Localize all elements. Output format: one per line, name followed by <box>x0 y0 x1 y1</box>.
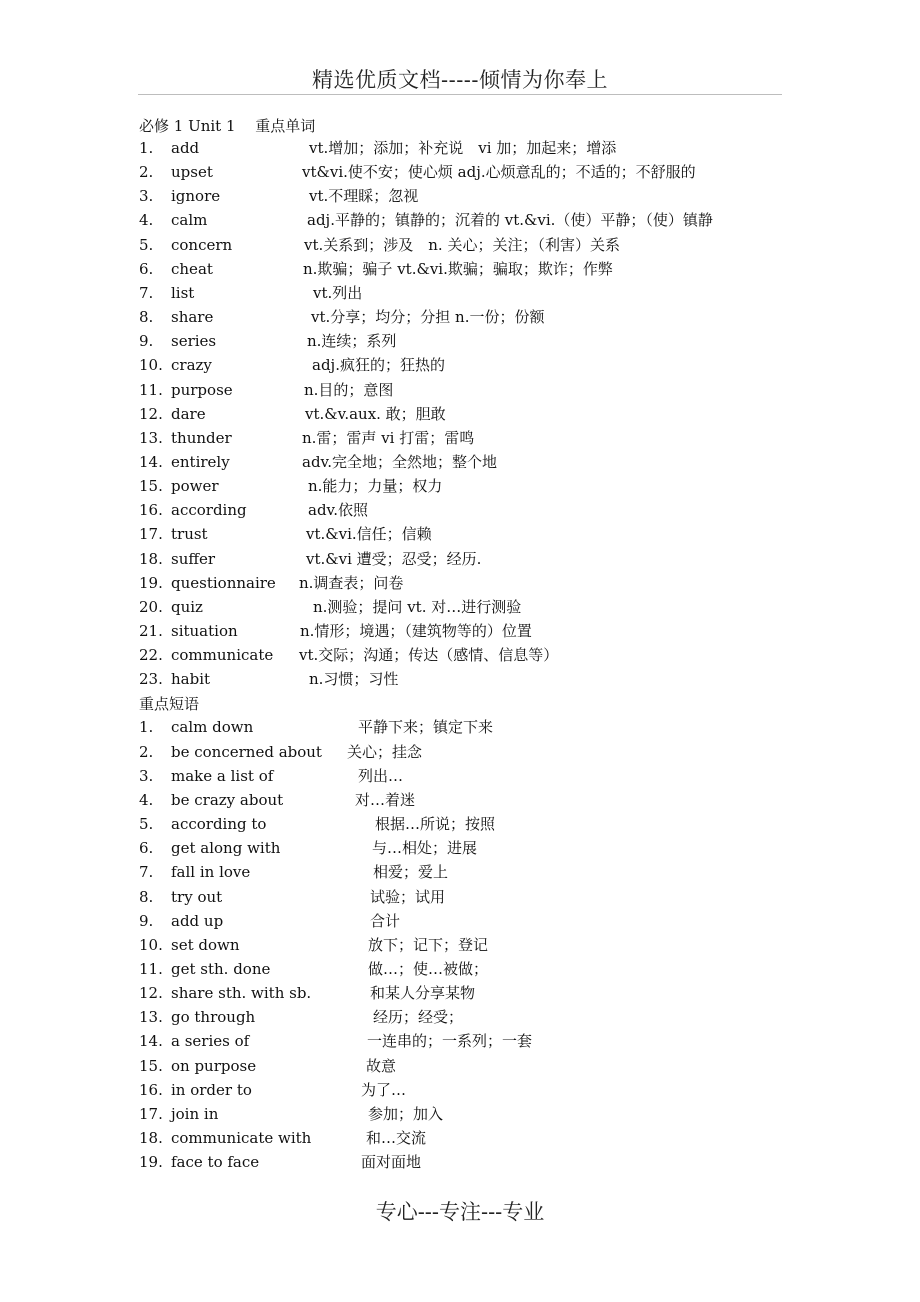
word-row <box>139 378 839 402</box>
word-term: purpose <box>171 380 233 399</box>
phrase-number: 17. <box>139 1104 163 1123</box>
word-number: 7. <box>139 283 154 302</box>
phrase-term: join in <box>171 1104 219 1123</box>
phrase-term: make a list of <box>171 766 274 785</box>
phrase-row <box>139 885 839 909</box>
word-term: list <box>171 283 195 302</box>
phrase-row <box>139 764 839 788</box>
phrase-meaning: 和某人分享某物 <box>370 984 476 1003</box>
phrase-meaning: 试验；试用 <box>370 887 446 906</box>
word-term: ignore <box>171 187 221 206</box>
word-meaning: n.测验；提问 vt. 对…进行测验 <box>313 597 522 616</box>
phrase-number: 19. <box>139 1153 163 1172</box>
word-meaning: vt.交际；沟通；传达（感情、信息等） <box>299 646 559 665</box>
word-number: 6. <box>139 259 154 278</box>
word-meaning: vt.&vi.信任；信赖 <box>306 525 432 544</box>
phrase-meaning: 关心；挂念 <box>347 742 423 761</box>
word-meaning: vt.列出 <box>313 283 363 302</box>
phrase-row <box>139 836 839 860</box>
phrase-term: on purpose <box>171 1056 257 1075</box>
header-divider <box>138 94 782 95</box>
word-term: according <box>171 501 247 520</box>
word-meaning: n.雷；雷声 vi 打雷；雷鸣 <box>302 428 475 447</box>
word-term: communicate <box>171 646 274 665</box>
word-number: 19. <box>139 573 163 592</box>
phrase-term: communicate with <box>171 1129 312 1147</box>
word-meaning: n.欺骗；骗子 vt.&vi.欺骗；骗取；欺诈；作弊 <box>303 259 613 278</box>
word-number: 5. <box>139 235 154 254</box>
phrase-number: 16. <box>139 1080 163 1099</box>
phrase-number: 18. <box>139 1129 163 1147</box>
word-meaning: adj.疯狂的；狂热的 <box>312 356 445 375</box>
word-meaning: vt.关系到；涉及 n. 关心；关注；（利害）关系 <box>304 235 620 254</box>
phrase-row <box>139 740 839 764</box>
phrase-number: 10. <box>139 935 163 954</box>
phrase-term: get along with <box>171 839 281 858</box>
word-row <box>139 426 839 450</box>
phrase-number: 14. <box>139 1032 163 1051</box>
phrase-row <box>139 1005 839 1029</box>
word-row <box>139 208 839 232</box>
word-row <box>139 571 839 595</box>
word-term: share <box>171 308 214 327</box>
word-term: thunder <box>171 428 232 447</box>
word-row <box>139 281 839 305</box>
phrase-term: fall in love <box>171 863 251 882</box>
phrase-term: add up <box>171 911 224 930</box>
phrase-term: try out <box>171 887 223 906</box>
phrase-term: a series of <box>171 1032 250 1051</box>
word-row <box>139 498 839 522</box>
phrase-meaning: 为了… <box>361 1080 407 1099</box>
word-meaning: adv.依照 <box>308 501 369 520</box>
word-term: quiz <box>171 597 203 616</box>
word-row <box>139 257 839 281</box>
phrase-row <box>139 933 839 957</box>
word-number: 9. <box>139 332 154 351</box>
word-row <box>139 233 839 257</box>
page-header: 精选优质文档-----倾情为你奉上 <box>312 68 608 92</box>
word-term: add <box>171 139 200 157</box>
word-row <box>139 547 839 571</box>
phrase-row <box>139 1126 839 1150</box>
phrase-meaning: 对…着迷 <box>355 790 416 809</box>
word-term: crazy <box>171 356 212 375</box>
phrase-number: 4. <box>139 790 154 809</box>
word-number: 20. <box>139 597 163 616</box>
word-row <box>139 595 839 619</box>
phrase-term: go through <box>171 1008 256 1027</box>
word-term: entirely <box>171 452 230 471</box>
word-meaning: vt.&v.aux. 敢；胆敢 <box>305 404 446 423</box>
phrase-row <box>139 981 839 1005</box>
phrase-row <box>139 860 839 884</box>
word-meaning: n.连续；系列 <box>307 332 397 351</box>
word-term: power <box>171 477 219 496</box>
word-term: upset <box>171 163 213 182</box>
word-meaning: vt.分享；均分；分担 n.一份；份额 <box>311 308 545 327</box>
word-meaning: vt&vi.使不安；使心烦 adj.心烦意乱的；不适的；不舒服的 <box>302 163 696 182</box>
word-number: 3. <box>139 187 154 206</box>
phrase-row <box>139 812 839 836</box>
phrase-row <box>139 957 839 981</box>
page-footer: 专心---专注---专业 <box>375 1200 545 1224</box>
phrase-row <box>139 909 839 933</box>
phrase-number: 12. <box>139 984 163 1003</box>
word-term: calm <box>171 211 208 230</box>
word-number: 11. <box>139 380 163 399</box>
phrase-meaning: 经历；经受； <box>373 1008 464 1027</box>
word-number: 2. <box>139 163 154 182</box>
word-term: series <box>171 332 217 351</box>
phrase-term: be concerned about <box>171 742 322 761</box>
phrase-row <box>139 1102 839 1126</box>
word-meaning: n.能力；力量；权力 <box>308 477 443 496</box>
word-row <box>139 619 839 643</box>
word-row <box>139 402 839 426</box>
phrase-meaning: 平静下来；镇定下来 <box>358 718 494 737</box>
phrase-number: 9. <box>139 911 154 930</box>
word-number: 21. <box>139 622 163 640</box>
word-meaning: n.情形；境遇；（建筑物等的）位置 <box>300 622 532 640</box>
word-row <box>139 160 839 184</box>
phrase-row <box>139 1150 839 1174</box>
phrase-number: 11. <box>139 959 163 978</box>
phrase-term: set down <box>171 935 240 954</box>
word-term: concern <box>171 235 233 254</box>
word-row <box>139 353 839 377</box>
phrase-row <box>139 788 839 812</box>
word-row <box>139 522 839 546</box>
word-number: 13. <box>139 428 163 447</box>
word-meaning: vt.不理睬；忽视 <box>309 187 419 206</box>
word-term: suffer <box>171 549 216 568</box>
word-row <box>139 643 839 667</box>
phrase-number: 1. <box>139 718 154 737</box>
word-number: 17. <box>139 525 163 544</box>
word-number: 15. <box>139 477 163 496</box>
word-number: 10. <box>139 356 163 375</box>
phrase-number: 15. <box>139 1056 163 1075</box>
phrase-term: share sth. with sb. <box>171 984 312 1003</box>
phrase-row <box>139 1054 839 1078</box>
word-meaning: n.调查表；问卷 <box>299 573 404 592</box>
phrase-meaning: 合计 <box>370 911 401 930</box>
phrase-row <box>139 1078 839 1102</box>
phrase-term: calm down <box>171 718 254 737</box>
word-row <box>139 450 839 474</box>
word-number: 8. <box>139 308 154 327</box>
word-meaning: vt.&vi 遭受；忍受；经历. <box>306 549 482 568</box>
phrase-meaning: 根据…所说；按照 <box>375 815 496 834</box>
words-section-title: 必修 1 Unit 1 重点单词 <box>139 117 316 135</box>
phrase-term: in order to <box>171 1080 252 1099</box>
phrase-meaning: 列出… <box>358 766 404 785</box>
word-number: 12. <box>139 404 163 423</box>
phrase-meaning: 故意 <box>366 1056 397 1075</box>
word-number: 23. <box>139 670 163 689</box>
word-number: 14. <box>139 452 163 471</box>
word-term: habit <box>171 670 211 689</box>
word-number: 1. <box>139 139 154 157</box>
word-row <box>139 329 839 353</box>
word-number: 18. <box>139 549 163 568</box>
phrase-meaning: 与…相处；进展 <box>372 839 478 858</box>
phrase-number: 6. <box>139 839 154 858</box>
word-row <box>139 136 839 160</box>
phrase-row <box>139 1029 839 1053</box>
phrase-meaning: 放下；记下；登记 <box>368 935 489 954</box>
word-number: 22. <box>139 646 163 665</box>
word-term: dare <box>171 404 206 423</box>
word-term: cheat <box>171 259 213 278</box>
phrase-number: 2. <box>139 742 154 761</box>
word-term: situation <box>171 622 238 640</box>
phrases-section-title: 重点短语 <box>139 695 200 714</box>
word-term: questionnaire <box>171 573 276 592</box>
word-meaning: n.目的；意图 <box>304 380 394 399</box>
phrase-term: according to <box>171 815 267 834</box>
word-row <box>139 667 839 691</box>
phrase-number: 13. <box>139 1008 163 1027</box>
phrase-number: 3. <box>139 766 154 785</box>
phrase-term: face to face <box>171 1153 260 1172</box>
word-row <box>139 305 839 329</box>
word-meaning: adv.完全地；全然地；整个地 <box>302 452 498 471</box>
phrase-number: 7. <box>139 863 154 882</box>
phrase-meaning: 面对面地 <box>361 1153 422 1172</box>
phrase-meaning: 和…交流 <box>366 1129 427 1147</box>
phrase-number: 8. <box>139 887 154 906</box>
phrase-number: 5. <box>139 815 154 834</box>
word-number: 16. <box>139 501 163 520</box>
word-meaning: n.习惯；习性 <box>309 670 399 689</box>
word-row <box>139 474 839 498</box>
phrase-row <box>139 715 839 739</box>
phrase-meaning: 做…；使…被做； <box>368 959 489 978</box>
word-number: 4. <box>139 211 154 230</box>
phrase-meaning: 一连串的；一系列；一套 <box>367 1032 533 1051</box>
word-row <box>139 184 839 208</box>
phrase-term: get sth. done <box>171 959 271 978</box>
phrase-meaning: 相爱；爱上 <box>373 863 449 882</box>
word-term: trust <box>171 525 208 544</box>
word-meaning: adj.平静的；镇静的；沉着的 vt.&vi.（使）平静；（使）镇静 <box>307 211 713 230</box>
phrase-meaning: 参加；加入 <box>368 1104 444 1123</box>
phrase-term: be crazy about <box>171 790 284 809</box>
word-meaning: vt.增加；添加；补充说 vi 加；加起来；增添 <box>309 139 617 157</box>
